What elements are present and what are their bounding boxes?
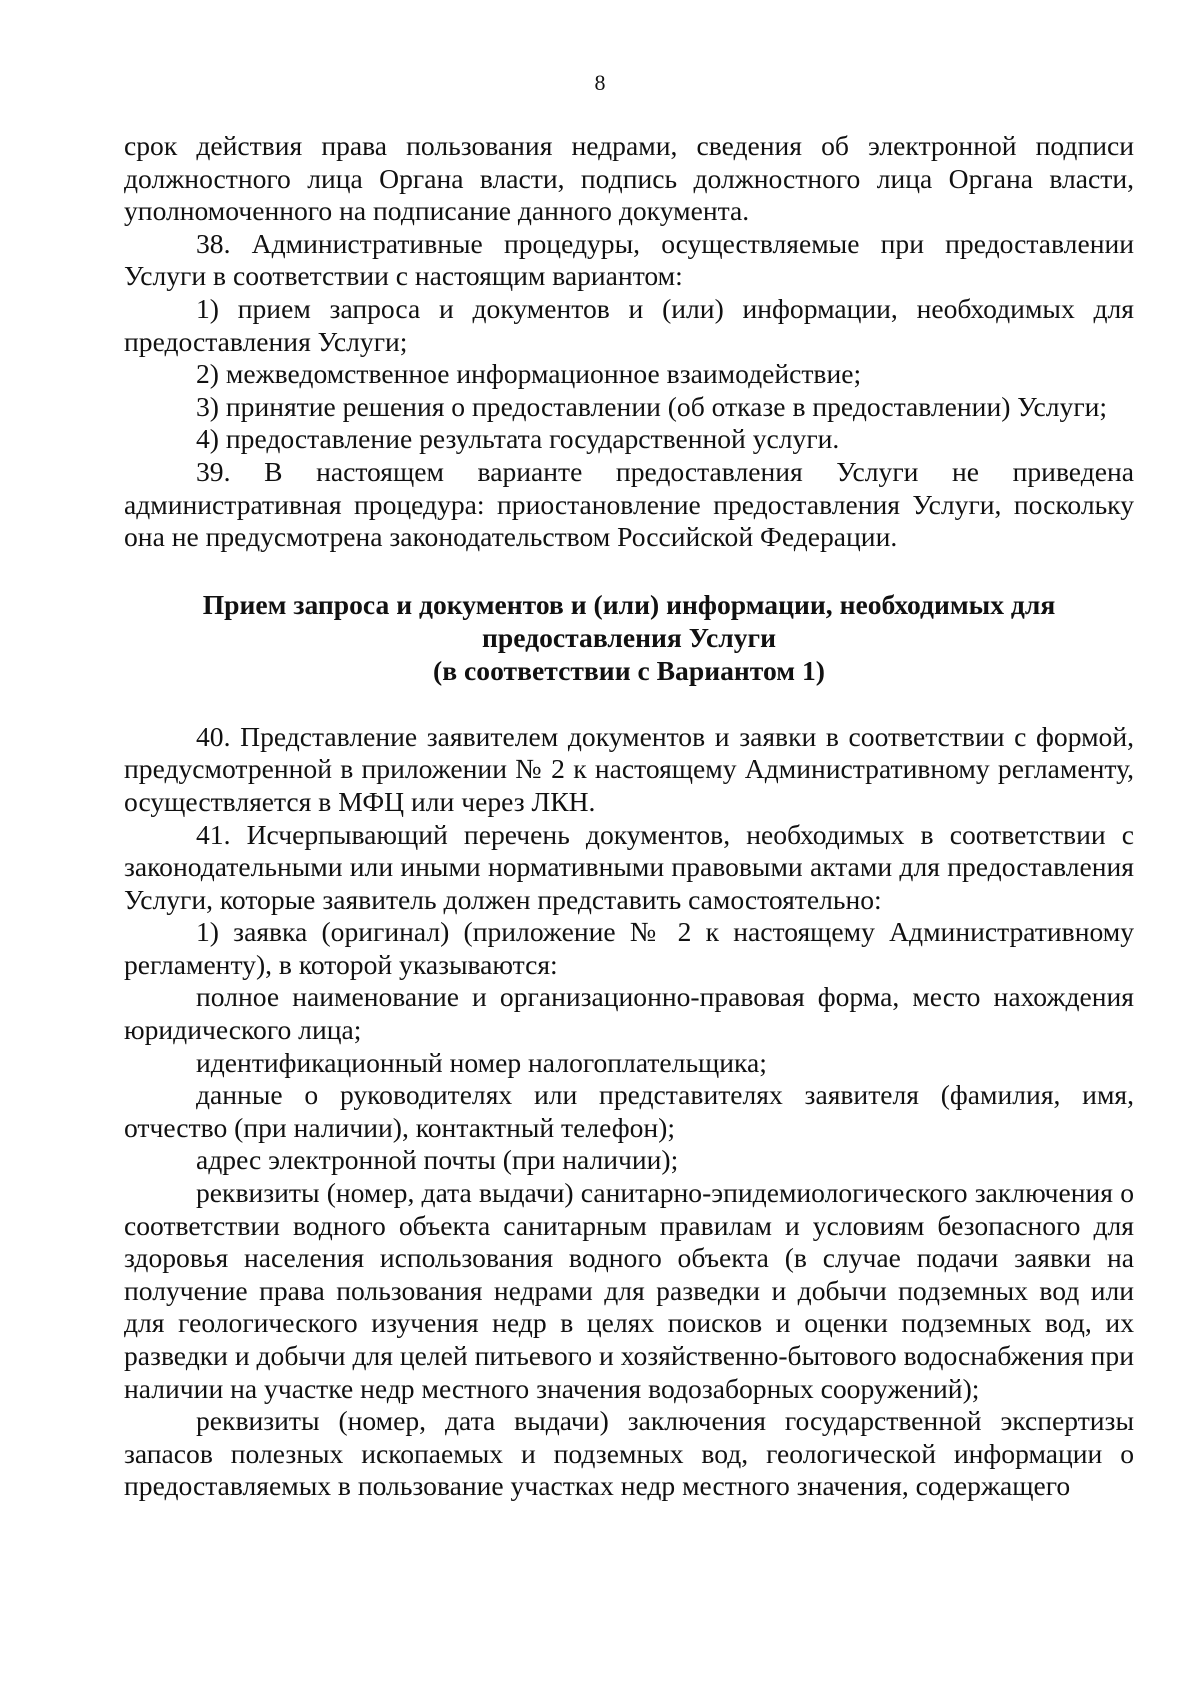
sub-item-managers: данные о руководителях или представителях заявителя (фамилия, имя, отчество (при наличии), контактный телефон); (124, 1079, 1134, 1143)
list-item-3: 3) принятие решения о предоставлении (об отказе в предоставлении) Услуги; (196, 390, 1108, 422)
paragraph-39: 39. В настоящем варианте предоставления Услуги не приведена административная процедура: приостановление предоставления Услуги, поскольку она не предусмотрена законодательством Российской Федерации. (124, 455, 1134, 553)
list-item-application: 1) заявка (оригинал) (приложение № 2 к настоящему Административному регламенту), в которой указываются: (124, 916, 1134, 980)
paragraph-continuation: срок действия права пользования недрами, сведения об электронной подписи должностного лица Органа власти, подпись должностного лица Органа власти, уполномоченного на подписание данного документа. (124, 130, 1134, 227)
paragraph-40: 40. Представление заявителем документов и заявки в соответствии с формой, предусмотренной в приложении № 2 к настоящему Административному регламенту, осуществляется в МФЦ или через ЛКН. (124, 720, 1134, 817)
section-heading-line-2: предоставления Услуги (482, 621, 776, 653)
list-item-2: 2) межведомственное информационное взаимодействие; (196, 358, 862, 390)
sub-item-state-expertise: реквизиты (номер, дата выдачи) заключения государственной экспертизы запасов полезных ископаемых и подземных вод, геологической информации о предоставляемых в пользование участках недр местного значения, содержащего (124, 1405, 1134, 1502)
sub-item-email: адрес электронной почты (при наличии); (196, 1144, 679, 1176)
list-item-4: 4) предоставление результата государственной услуги. (196, 423, 840, 455)
document-body (124, 130, 1134, 1503)
list-item-1: 1) прием запроса и документов и (или) информации, необходимых для предоставления Услуги; (124, 292, 1134, 357)
section-heading-line-3: (в соответствии с Вариантом 1) (433, 654, 825, 686)
sub-item-inn: идентификационный номер налогоплательщика; (196, 1046, 767, 1078)
paragraph-41: 41. Исчерпывающий перечень документов, необходимых в соответствии с законодательными или иными нормативными правовыми актами для предоставления Услуги, которые заявитель должен представить самостоятельно: (124, 818, 1134, 915)
paragraph-38: 38. Административные процедуры, осуществляемые при предоставлении Услуги в соответствии с настоящим вариантом: (124, 227, 1134, 292)
sub-item-sanitary-conclusion: реквизиты (номер, дата выдачи) санитарно-эпидемиологического заключения о соответствии водного объекта санитарным правилам и условиям безопасного для здоровья населения использования водного объекта (в случае подачи заявки на получение права пользования недрами для разведки и добычи подземных вод или для геологического изучения недр в целях поисков и оценки подземных вод, их разведки и добычи для целей питьевого и хозяйственно-бытового водоснабжения при наличии на участке недр местного значения водозаборных сооружений); (124, 1177, 1134, 1404)
section-heading (124, 588, 1134, 687)
section-heading-line-1: Прием запроса и документов и (или) информации, необходимых для (202, 588, 1056, 620)
sub-item-name: полное наименование и организационно-правовая форма, место нахождения юридического лица; (124, 981, 1134, 1046)
page-number: 8 (594, 70, 606, 95)
